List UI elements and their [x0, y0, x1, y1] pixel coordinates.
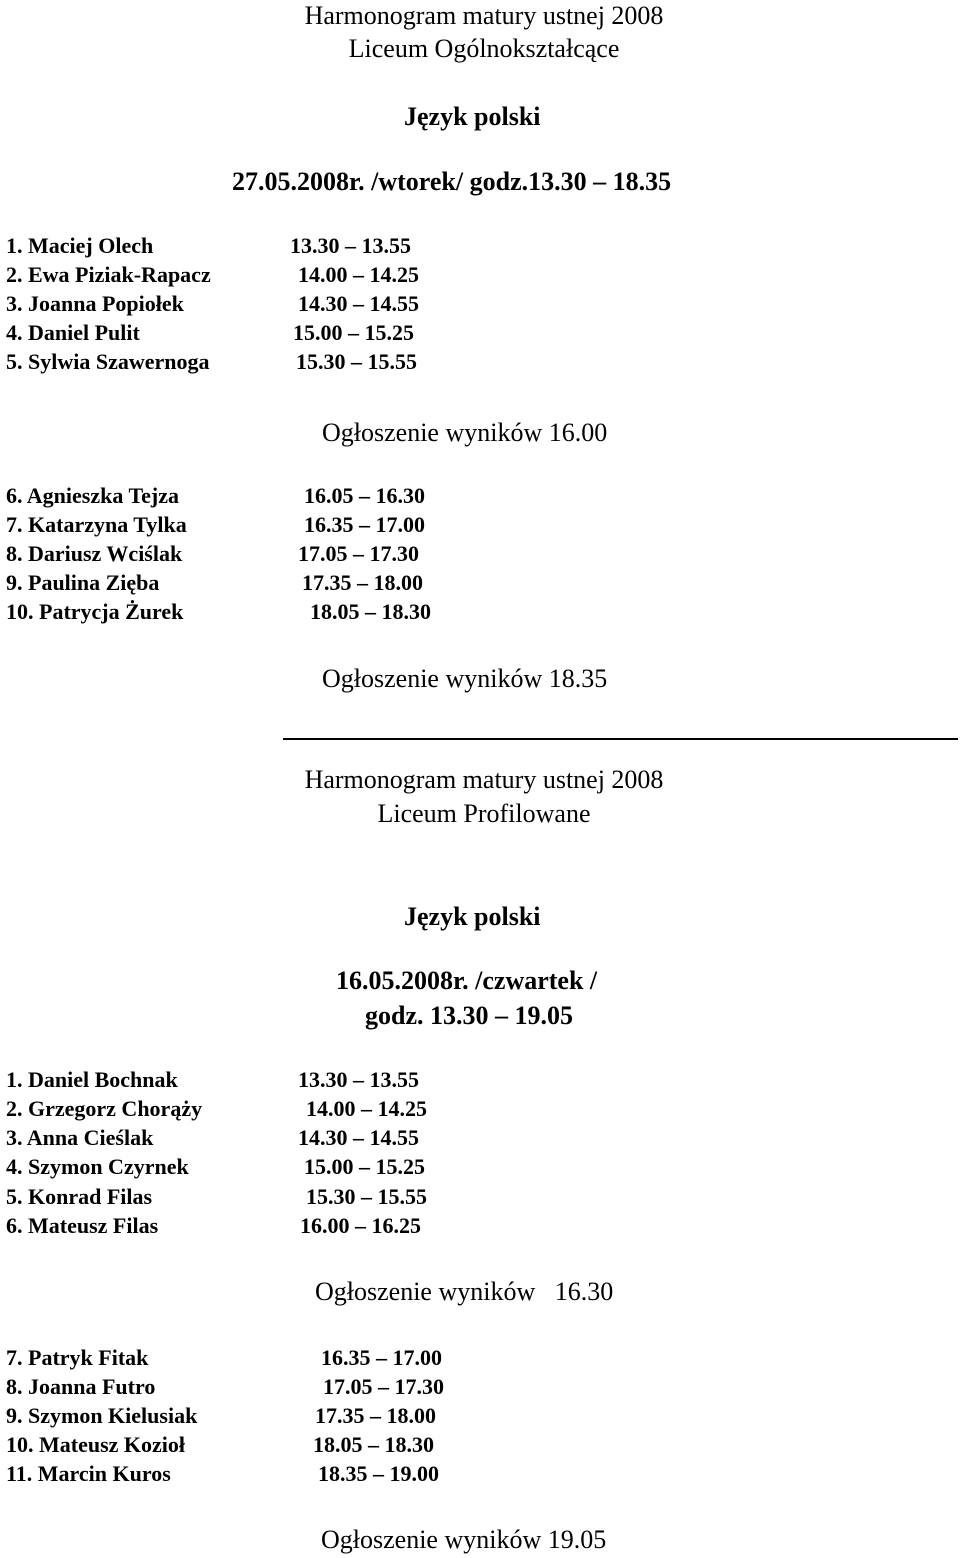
list-item-name: 9. Szymon Kielusiak: [6, 1403, 198, 1428]
section1-announcement-1: Ogłoszenie wyników 16.00: [322, 418, 608, 447]
list-item-time: 17.35 – 18.00: [302, 570, 423, 595]
section2-title: Harmonogram matury ustnej 2008: [304, 765, 664, 794]
section2-subject: Język polski: [404, 902, 541, 931]
list-item-name: 3. Joanna Popiołek: [6, 291, 184, 316]
list-item-time: 14.00 – 14.25: [306, 1096, 427, 1121]
list-item-time: 14.00 – 14.25: [298, 262, 419, 287]
list-item-name: 5. Sylwia Szawernoga: [6, 349, 210, 374]
list-item-name: 10. Mateusz Kozioł: [6, 1432, 186, 1457]
list-item-time: 14.30 – 14.55: [298, 1125, 419, 1150]
list-item-time: 13.30 – 13.55: [290, 233, 411, 258]
section1-subject: Język polski: [404, 102, 541, 131]
list-item-name: 9. Paulina Zięba: [6, 570, 160, 595]
list-item-time: 17.35 – 18.00: [315, 1403, 436, 1428]
section2-subtitle: Liceum Profilowane: [377, 799, 591, 828]
section2-date-line1: 16.05.2008r. /czwartek /: [336, 966, 598, 995]
list-item-time: 16.35 – 17.00: [304, 512, 425, 537]
list-item-name: 11. Marcin Kuros: [6, 1461, 171, 1486]
list-item-time: 16.00 – 16.25: [300, 1213, 421, 1238]
section-divider: [283, 738, 958, 740]
list-item-time: 15.00 – 15.25: [304, 1154, 425, 1179]
list-item-time: 13.30 – 13.55: [298, 1067, 419, 1092]
section2-announcement-2: Ogłoszenie wyników 19.05: [321, 1525, 607, 1554]
list-item-name: 5. Konrad Filas: [6, 1184, 153, 1209]
list-item-time: 18.05 – 18.30: [313, 1432, 434, 1457]
list-item-name: 4. Daniel Pulit: [6, 320, 140, 345]
list-item-time: 14.30 – 14.55: [298, 291, 419, 316]
list-item-name: 7. Katarzyna Tylka: [6, 512, 187, 537]
list-item-name: 4. Szymon Czyrnek: [6, 1154, 189, 1179]
list-item-name: 2. Ewa Piziak-Rapacz: [6, 262, 211, 287]
list-item-name: 3. Anna Cieślak: [6, 1125, 154, 1150]
list-item-name: 1. Daniel Bochnak: [6, 1067, 178, 1092]
section1-subtitle: Liceum Ogólnokształcące: [348, 34, 620, 63]
list-item-name: 1. Maciej Olech: [6, 233, 154, 258]
section1-title: Harmonogram matury ustnej 2008: [304, 1, 664, 30]
list-item-time: 16.05 – 16.30: [304, 483, 425, 508]
list-item-time: 18.05 – 18.30: [310, 599, 431, 624]
list-item-time: 15.00 – 15.25: [293, 320, 414, 345]
section2-announcement-1: Ogłoszenie wyników 16.30: [315, 1277, 614, 1306]
section1-date: 27.05.2008r. /wtorek/ godz.13.30 – 18.35: [232, 167, 672, 196]
list-item-time: 17.05 – 17.30: [323, 1374, 444, 1399]
section1-announcement-2: Ogłoszenie wyników 18.35: [322, 664, 608, 693]
list-item-time: 17.05 – 17.30: [298, 541, 419, 566]
list-item-name: 8. Dariusz Wciślak: [6, 541, 183, 566]
list-item-time: 16.35 – 17.00: [321, 1345, 442, 1370]
list-item-name: 8. Joanna Futro: [6, 1374, 156, 1399]
section2-date-line2: godz. 13.30 – 19.05: [365, 1001, 573, 1030]
list-item-time: 15.30 – 15.55: [306, 1184, 427, 1209]
list-item-name: 7. Patryk Fitak: [6, 1345, 149, 1370]
list-item-time: 18.35 – 19.00: [318, 1461, 439, 1486]
list-item-name: 2. Grzegorz Chorąży: [6, 1096, 203, 1121]
list-item-name: 10. Patrycja Żurek: [6, 599, 184, 624]
list-item-name: 6. Mateusz Filas: [6, 1213, 159, 1238]
list-item-time: 15.30 – 15.55: [296, 349, 417, 374]
list-item-name: 6. Agnieszka Tejza: [6, 483, 179, 508]
